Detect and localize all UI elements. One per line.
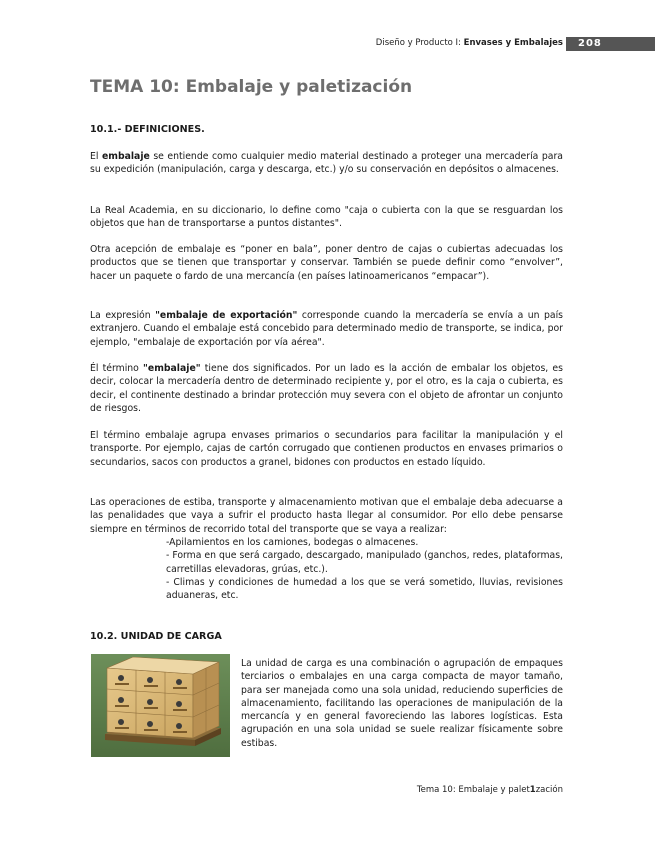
section-heading-unidad-carga: 10.2. UNIDAD DE CARGA [90,631,222,642]
page-number-bar [566,37,655,51]
term-embalaje-exportacion: "embalaje de exportación" [155,310,298,321]
list-item: - Forma en que será cargado, descargado, manipulado (ganchos, redes, plataformas, carretillas elevadoras, grúas, etc.). [166,550,563,575]
page-footer: Tema 10: Embalaje y palet1zación [416,785,563,795]
term-embalaje: embalaje [101,151,150,162]
unidad-carga-paragraph: La unidad de carga es una combinación o agrupación de empaques terciarios o embalajes en una carga compacta de mayor tamaño, para ser manejada como una sola unidad, reduciendo superficies de almacenamiento, facilitando las operaciones de manipulación de la mercancía y en general favoreciendo las labores logísticas. Esta agrupación en una sola unidad se suele realizar físicamente sobre estibas. [241,658,563,749]
list-item: -Apilamientos en los camiones, bodegas o almacenes. [166,537,419,548]
paragraph-6: El término embalaje agrupa envases primarios o secundarios para facilitar la manipulación y el transporte. Por ejemplo, cajas de cartón corrugado que contienen productos en envases primarios o secundarios, sacos con productos a granel, bidones con productos en estado líquido. [90,430,563,468]
pallet-photo [91,654,230,757]
footer-bold-char: 1 [529,785,536,795]
paragraph-5: Él término "embalaje" tiene dos significados. Por un lado es la acción de embalar los objetos, es decir, colocar la mercadería dentro de determinado recipiente y, por el otro, es la caja o cubierta, es decir, el continente destinado a brindar protección muy severa con el objeto de afrontar un conjunto de riesgos. [90,363,563,414]
term-embalaje-quoted: "embalaje" [143,363,201,374]
paragraph-3: Otra acepción de embalaje es “poner en bala”, poner dentro de cajas o cubiertas adecuadas los productos que se tienen que transportar y conservar. También se puede definir como “envolver”, hacer un paquete o fardo de una mercancía (en países latinoamericanos “empacar”). [90,244,563,282]
paragraph-1: El embalaje se entiende como cualquier medio material destinado a proteger una mercadería para su expedición (manipulación, carga y descarga, etc.) y/o su conservación en depósitos o almacenes. [90,151,563,176]
transport-list [166,536,563,602]
header-bold: Envases y Embalajes [463,38,563,48]
header-prefix: Diseño y Producto I: [375,38,464,48]
page-header [0,37,655,51]
page-title: TEMA 10: Embalaje y paletización [90,77,413,97]
page-number: 208 [578,38,602,49]
list-item: - Climas y condiciones de humedad a los que se verá sometido, lluvias, revisiones aduaneras, etc. [166,576,563,602]
paragraph-7: Las operaciones de estiba, transporte y almacenamiento motivan que el embalaje deba adecuarse a las penalidades que vaya a sufrir el producto hasta llegar al consumidor. Por ello debe pensarse siempre en términos de recorrido total del transporte que se vaya a realizar: [90,497,563,535]
section-heading-definiciones: 10.1.- DEFINICIONES. [90,124,205,135]
header-text [376,38,563,48]
paragraph-2: La Real Academia, en su diccionario, lo define como "caja o cubierta con la que se resguardan los objetos que han de transportarse a puntos distantes". [90,205,563,230]
paragraph-4: La expresión "embalaje de exportación" corresponde cuando la mercadería se envía a un país extranjero. Cuando el embalaje está concebido para determinado medio de transporte, se indica, por ejemplo, "embalaje de exportación por vía aérea". [90,310,563,348]
